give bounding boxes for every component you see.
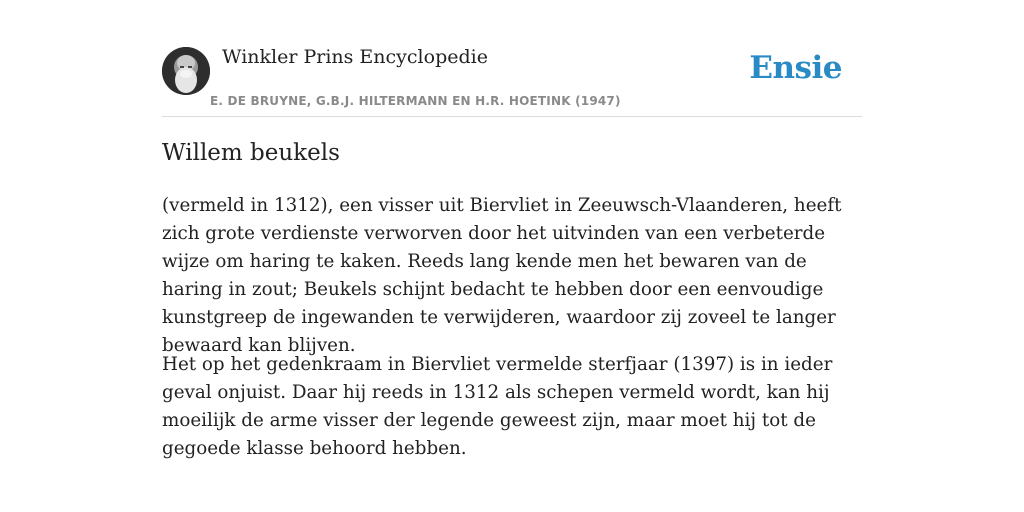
header	[162, 0, 862, 117]
brand-logo[interactable]: Ensie	[749, 50, 842, 86]
authors-line: E. DE BRUYNE, G.B.J. HILTERMANN EN H.R. HOETINK (1947)	[210, 94, 621, 108]
article-paragraph: (vermeld in 1312), een visser uit Biervliet in Zeeuwsch-Vlaanderen, heeft zich grote verdienste verworven door het uitvinden van een verbeterde wijze om haring te kaken. Reeds lang kende men het bewaren van de haring in zout; Beukels schijnt bedacht te hebben door een eenvoudige kunstgreep de ingewanden te verwijderen, waardoor zij zoveel te langer bewaard kan blijven.	[162, 195, 842, 356]
entry-title: Willem beukels	[162, 140, 340, 166]
page-container	[162, 0, 862, 459]
site-title[interactable]: Winkler Prins Encyclopedie	[222, 46, 488, 68]
author-portrait-icon	[162, 47, 210, 95]
author-avatar[interactable]	[162, 47, 210, 95]
article-paragraph: Het op het gedenkraam in Biervliet vermelde sterfjaar (1397) is in ieder geval onjuist. Daar hij reeds in 1312 als schepen vermeld wordt, kan hij moeilijk de arme visser der legende geweest zijn, maar moet hij tot de gegoede klasse behoord hebben.	[162, 354, 833, 459]
